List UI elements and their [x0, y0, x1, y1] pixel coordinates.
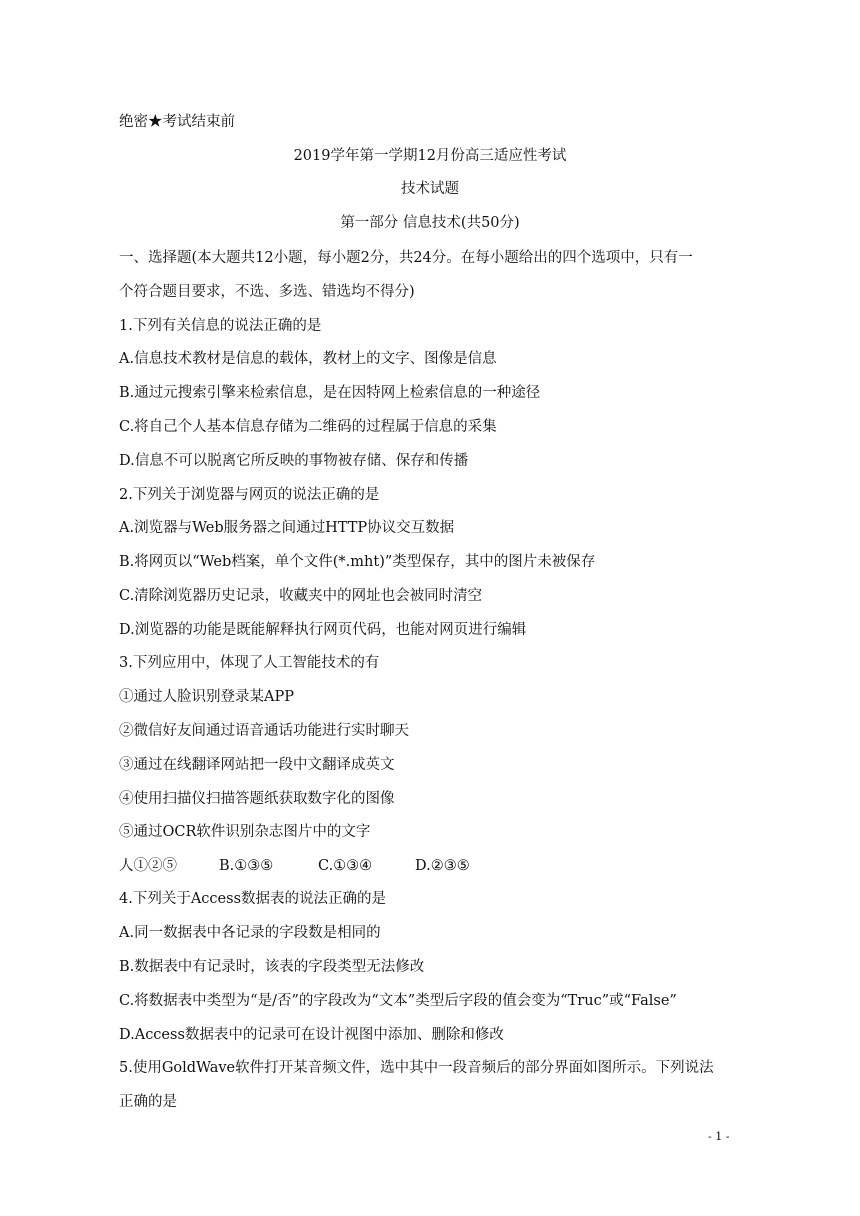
- question-5-stem-line-1: 5.使用GoldWave软件打开某音频文件，选中其中一段音频后的部分界面如图所示。下列说法: [119, 1060, 714, 1076]
- page-number: - 1 -: [708, 1130, 730, 1143]
- question-2-option-b: B.将网页以“Web档案，单个文件(*.mht)”类型保存，其中的图片未被保存: [119, 554, 596, 570]
- question-3-choice-c: C.①③④: [318, 858, 373, 874]
- question-2-stem: 2.下列关于浏览器与网页的说法正确的是: [119, 487, 380, 503]
- confidential-label: 绝密★考试结束前: [119, 114, 235, 130]
- question-5-stem-line-2: 正确的是: [119, 1094, 177, 1110]
- question-3-stem: 3.下列应用中，体现了人工智能技术的有: [119, 655, 380, 671]
- question-3-choices: [119, 856, 639, 876]
- question-3-choice-a: 人①②⑤: [119, 858, 177, 874]
- question-1-stem: 1.下列有关信息的说法正确的是: [119, 318, 322, 334]
- question-4-stem: 4.下列关于Access数据表的说法正确的是: [119, 891, 387, 907]
- question-4-option-b: B.数据表中有记录时，该表的字段类型无法修改: [119, 959, 425, 975]
- part-title: 第一部分 信息技术(共50分): [340, 215, 520, 231]
- question-3-item-5: ⑤通过OCR软件识别杂志图片中的文字: [119, 824, 371, 840]
- question-3-choice-b: B.①③⑤: [219, 858, 274, 874]
- question-3-item-2: ②微信好友间通过语音通话功能进行实时聊天: [119, 723, 409, 739]
- question-3-choice-d: D.②③⑤: [415, 858, 470, 874]
- question-3-item-4: ④使用扫描仪扫描答题纸获取数字化的图像: [119, 791, 395, 807]
- question-1-option-a: A.信息技术教材是信息的载体，教材上的文字、图像是信息: [119, 351, 497, 367]
- question-1-option-c: C.将自己个人基本信息存储为二维码的过程属于信息的采集: [119, 419, 497, 435]
- question-3-item-1: ①通过人脸识别登录某APP: [119, 689, 294, 705]
- question-4-option-d: D.Access数据表中的记录可在设计视图中添加、删除和修改: [119, 1027, 504, 1043]
- question-2-option-d: D.浏览器的功能是既能解释执行网页代码，也能对网页进行编辑: [119, 622, 527, 638]
- subject-title: 技术试题: [401, 181, 459, 197]
- question-1-option-b: B.通过元搜索引擎来检索信息，是在因特网上检索信息的一种途径: [119, 385, 541, 401]
- section-instruction-line-2: 个符合题目要求，不选、多选、错选均不得分): [119, 284, 415, 300]
- exam-title: 2019学年第一学期12月份高三适应性考试: [293, 148, 567, 164]
- question-4-option-a: A.同一数据表中各记录的字段数是相同的: [119, 925, 381, 941]
- question-1-option-d: D.信息不可以脱离它所反映的事物被存储、保存和传播: [119, 453, 469, 469]
- question-3-item-3: ③通过在线翻译网站把一段中文翻译成英文: [119, 757, 395, 773]
- question-4-option-c: C.将数据表中类型为“是/否”的字段改为“文本”类型后字段的值会变为“Truc”或“False”: [119, 993, 677, 1009]
- section-instruction-line-1: 一、选择题(本大题共12小题，每小题2分，共24分。在每小题给出的四个选项中，只有一: [119, 250, 693, 266]
- question-2-option-c: C.清除浏览器历史记录，收藏夹中的网址也会被同时清空: [119, 588, 483, 604]
- question-2-option-a: A.浏览器与Web服务器之间通过HTTP协议交互数据: [119, 520, 455, 536]
